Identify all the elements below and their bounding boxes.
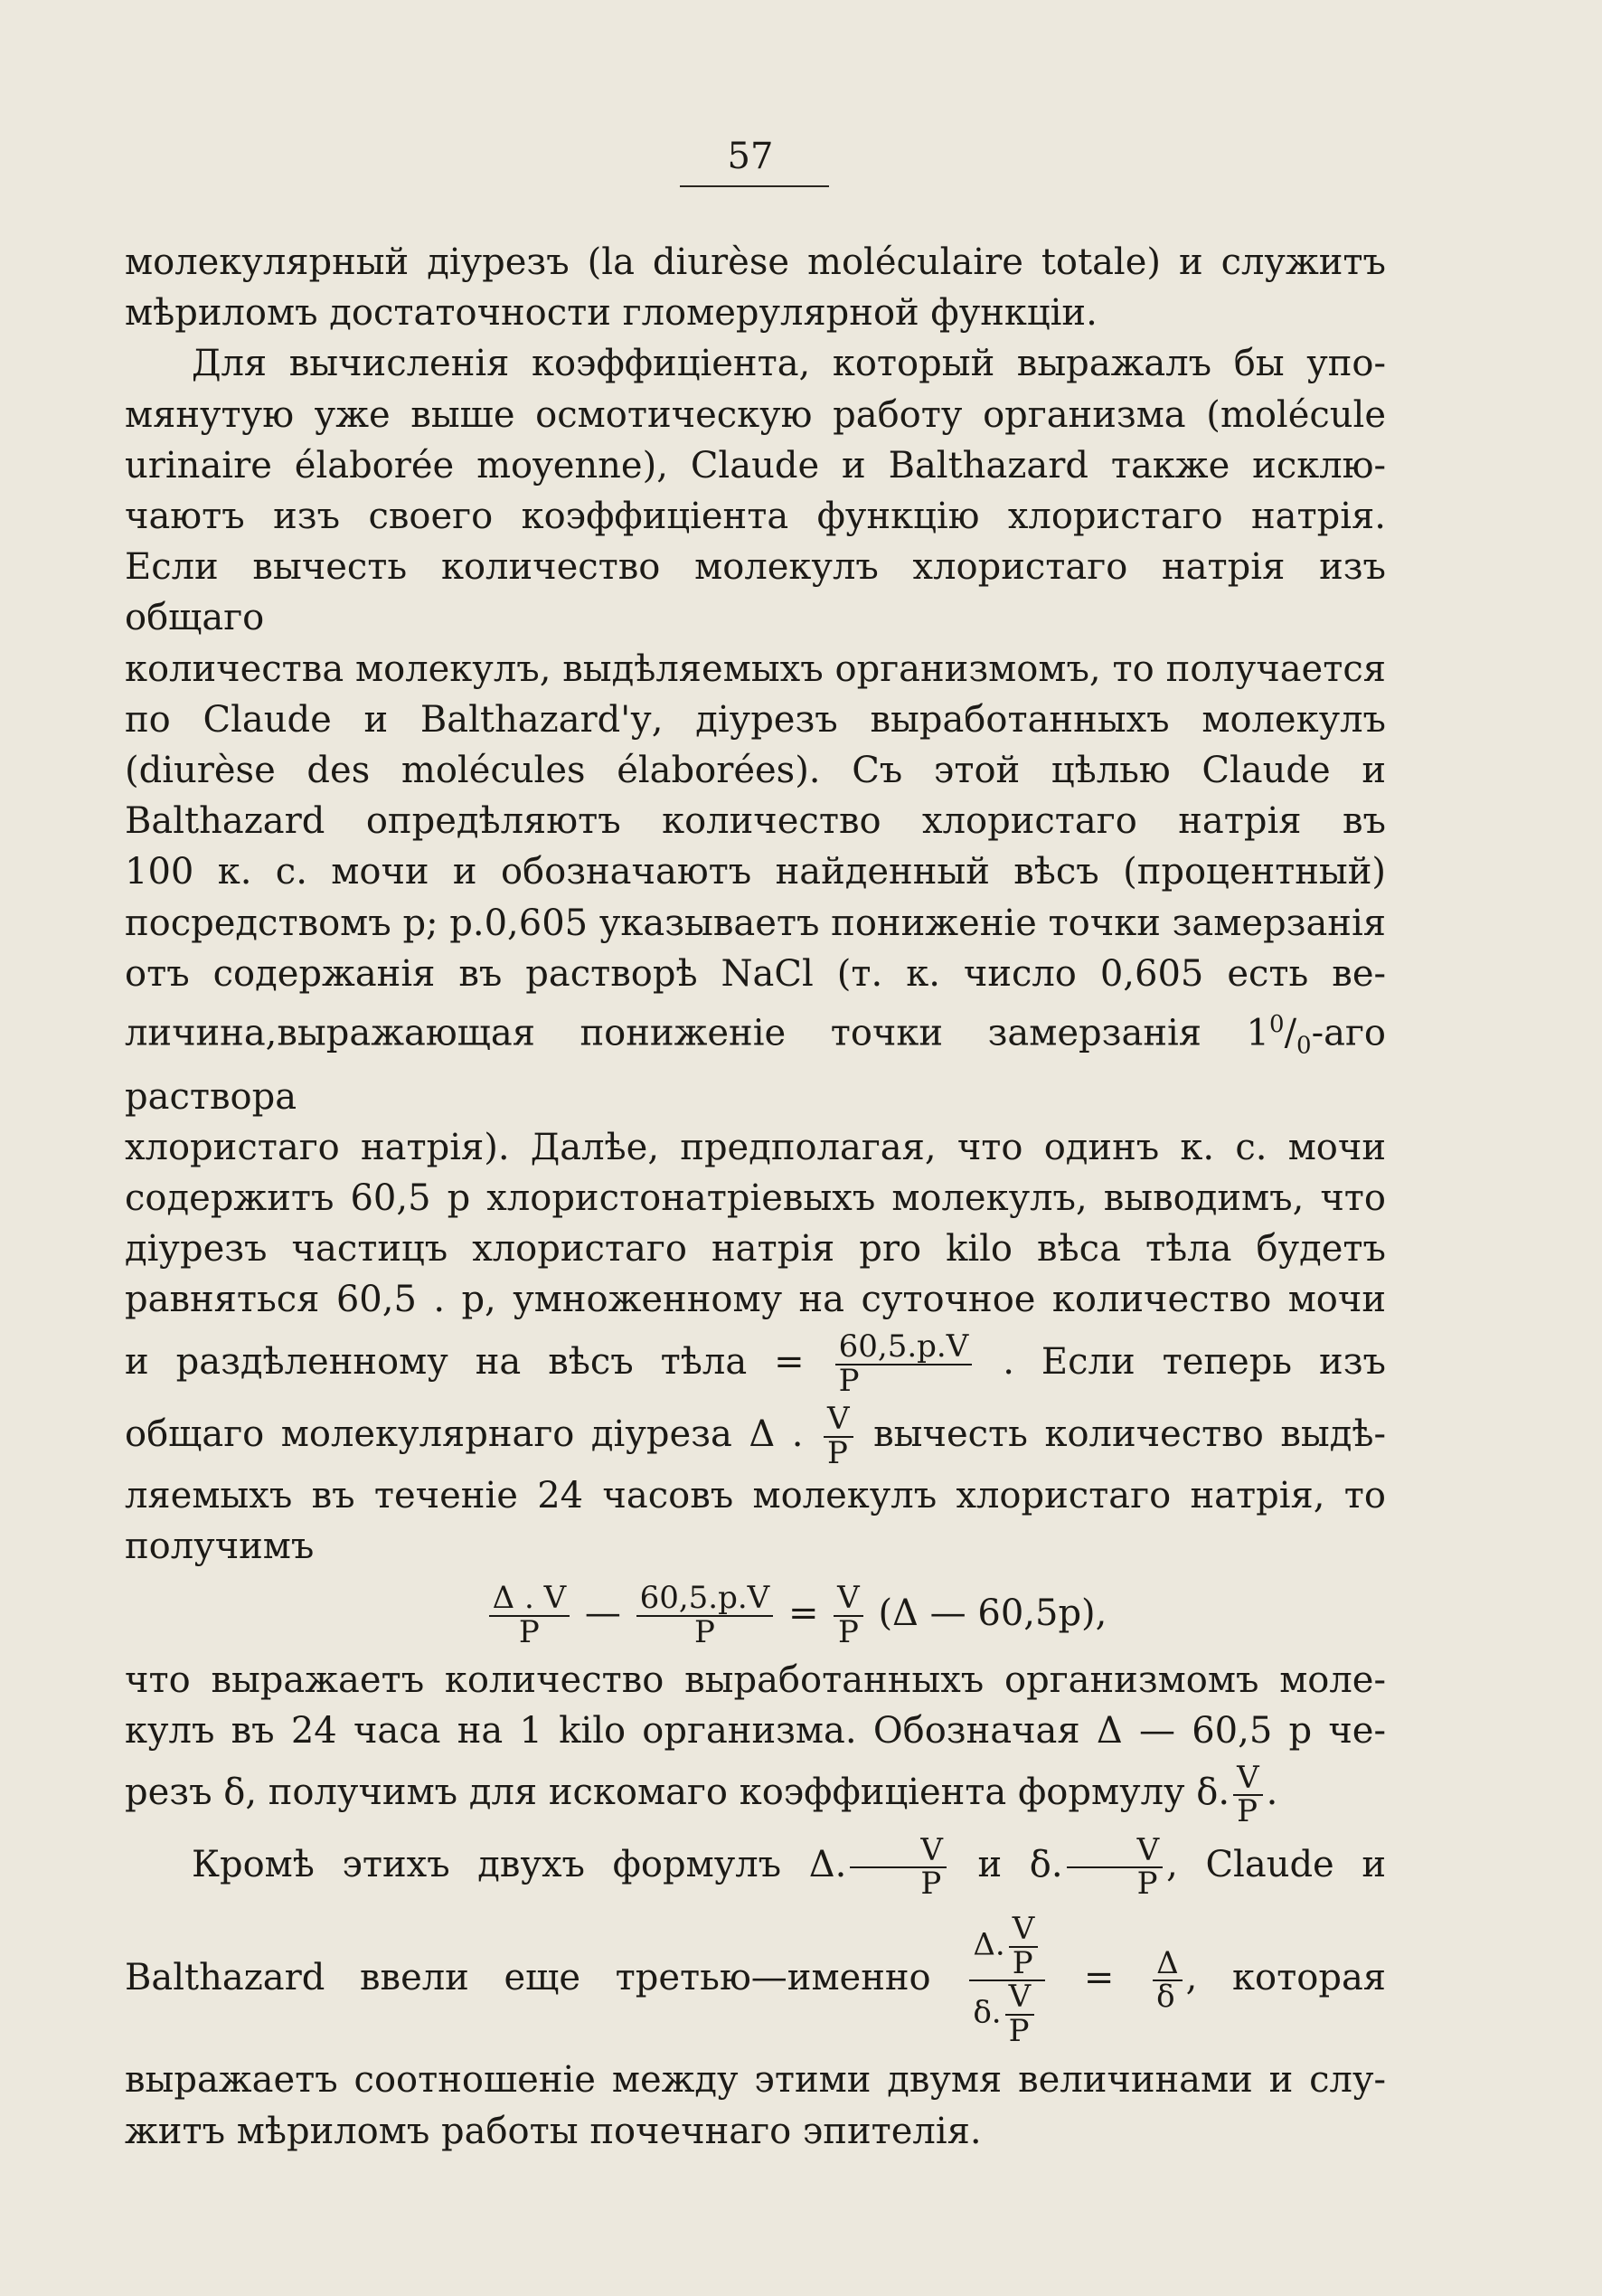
- text-line: діурезъ частицъ хлористаго натрія pro kilo вѣса тѣла будетъ: [125, 1228, 1386, 1271]
- text-line: ляемыхъ въ теченіе 24 часовъ молекулъ хлористаго натрія, то: [125, 1474, 1386, 1516]
- fraction-denominator: P: [1233, 1794, 1263, 1828]
- text-span: вычесть количество выдѣ-: [873, 1413, 1387, 1455]
- equation-tail: (Δ — 60,5p),: [878, 1592, 1107, 1634]
- text-line: мянутую уже выше осмотическую работу организма (molécule: [125, 393, 1386, 436]
- delta-symbol: Δ.: [973, 1926, 1005, 1963]
- text-line: Balthazard опредѣляютъ количество хлористаго натрія въ: [125, 800, 1386, 843]
- equals-sign: =: [787, 1592, 819, 1634]
- fraction-V-over-P: [1233, 1759, 1263, 1830]
- text-span: . Если теперь изъ: [1003, 1340, 1386, 1383]
- text-line: равняться 60,5 . p, умноженному на суточное количество мочи: [125, 1279, 1386, 1321]
- text-line: посредствомъ p; p.0,605 указываетъ пониженіе точки замерзанія: [125, 902, 1386, 944]
- fraction-numerator: 60,5.p.V: [838, 1328, 969, 1365]
- text-line: Для вычисленія коэффиціента, который выражалъ бы упо-: [192, 343, 1386, 385]
- text-span: δ.: [1029, 1844, 1063, 1886]
- compound-fraction: [969, 1913, 1045, 2048]
- fraction-denominator: P: [834, 1615, 863, 1649]
- body-text: [125, 237, 1386, 2157]
- text-line: (diurèse des molécules élaborées). Съ этой цѣлью Claude и: [125, 750, 1386, 792]
- slash: /: [1284, 1012, 1297, 1054]
- fraction-denominator: P: [824, 1436, 853, 1470]
- text-line: отъ содержанія въ растворѣ NaCl (т. к. число 0,605 есть ве-: [125, 952, 1386, 995]
- text-line: мѣриломъ достаточности гломерулярной функціи.: [125, 292, 1098, 335]
- text-line: Если вычесть количество молекулъ хлористаго натрія изъ общаго: [125, 546, 1386, 639]
- text-line: что выражаетъ количество выработанныхъ организмомъ моле-: [125, 1659, 1386, 1701]
- fraction-V-over-P: [1005, 1979, 1035, 2050]
- equals-sign: =: [1083, 1957, 1115, 1999]
- fraction-numerator: [969, 1913, 1045, 1979]
- text-span: -аго раствора: [125, 1012, 1386, 1118]
- small-delta-symbol: δ.: [973, 1995, 1002, 2032]
- fraction-denominator: P: [1005, 2014, 1035, 2048]
- text-line: количества молекулъ, выдѣляемыхъ организмомъ, то получается: [125, 647, 1386, 690]
- fraction-dV-over-P: [489, 1580, 570, 1650]
- fraction-denominator: P: [850, 1866, 947, 1901]
- fraction-numerator: V: [1136, 1831, 1160, 1868]
- fraction-numerator: Δ . V: [492, 1580, 567, 1617]
- fraction-numerator: V: [1008, 1979, 1032, 2016]
- text-line: получимъ: [125, 1525, 315, 1567]
- fraction-605pV-over-P: [636, 1580, 774, 1650]
- text-span: и раздѣленному на вѣсъ тѣла =: [125, 1340, 805, 1383]
- text-span: и: [977, 1844, 1003, 1886]
- text-line: хлористаго натрія). Далѣе, предполагая, что одинъ к. с. мочи: [125, 1126, 1386, 1168]
- fraction-V-over-P: [824, 1400, 853, 1471]
- text-span: общаго молекулярнаго діуреза Δ .: [125, 1413, 804, 1455]
- text-line: житъ мѣриломъ работы почечнаго эпителія.: [125, 2110, 982, 2152]
- text-span: , которая: [1185, 1957, 1387, 1999]
- text-span: Кромѣ этихъ двухъ формулъ Δ.: [192, 1844, 847, 1886]
- fraction-delta-over-small-delta: [1153, 1944, 1183, 2016]
- fraction-denominator: [969, 1979, 1045, 2050]
- fraction-V-over-P: [850, 1831, 947, 1903]
- subscript: 0: [1296, 1032, 1312, 1060]
- fraction-numerator: V: [1237, 1759, 1259, 1796]
- fraction-V-over-P: [834, 1580, 863, 1650]
- fraction-denominator: δ: [1153, 1979, 1183, 2014]
- fraction-numerator: V: [827, 1400, 850, 1437]
- fraction-numerator: V: [1012, 1911, 1035, 1948]
- fraction-denominator: P: [489, 1615, 570, 1649]
- text-line: [125, 1828, 1386, 1901]
- text-line: выражаетъ соотношеніе между этими двумя величинами и слу-: [125, 2059, 1386, 2102]
- text-line: [125, 1326, 1386, 1398]
- fraction-V-over-P: [1009, 1913, 1039, 1979]
- fraction-numerator: V: [837, 1580, 860, 1617]
- text-line: urinaire élaborée moyenne), Claude и Balthazard также исклю-: [125, 444, 1386, 487]
- text-span: Balthazard ввели еще третью—именно: [125, 1957, 931, 1999]
- text-line: [125, 1398, 1386, 1470]
- text-line: резъ δ, получимъ для искомаго коэффиціента формулу δ. $\frac{V}{P}$ .: [125, 1759, 1278, 1830]
- page-number: 57: [727, 136, 774, 177]
- minus-sign: —: [584, 1592, 621, 1634]
- fraction-denominator: P: [1009, 1946, 1039, 1980]
- fraction-numerator: Δ: [1156, 1944, 1179, 1981]
- text-line: 100 к. с. мочи и обозначаютъ найденный вѣсъ (процентный): [125, 851, 1386, 893]
- text-line: молекулярный діурезъ (la diurèse moléculaire totale) и служитъ: [125, 241, 1386, 283]
- fraction-V-over-P: [1067, 1831, 1164, 1903]
- text-line: содержитъ 60,5 p хлористонатріевыхъ молекулъ, выводимъ, что: [125, 1176, 1386, 1219]
- text-line: чаютъ изъ своего коэффиціента функцію хлористаго натрія.: [125, 496, 1386, 538]
- superscript: 0: [1269, 1011, 1285, 1039]
- fraction-numerator: 60,5.p.V: [639, 1580, 770, 1617]
- text-line: [125, 1901, 1386, 2055]
- text-line: [125, 999, 1386, 1122]
- fraction-denominator: P: [636, 1615, 774, 1649]
- equation: [125, 1577, 1386, 1649]
- text-line: кулъ въ 24 часа на 1 kilo организма. Обозначая Δ — 60,5 p че-: [125, 1710, 1386, 1753]
- fraction-denominator: P: [1067, 1866, 1164, 1901]
- text-line: по Claude и Balthazard'у, діурезъ выработанныхъ молекулъ: [125, 698, 1386, 741]
- fraction-numerator: V: [920, 1831, 943, 1868]
- page-number-rule: [680, 185, 829, 187]
- text-span: резъ δ, получимъ для искомаго коэффиціента формулу δ.: [125, 1772, 1230, 1814]
- fraction-605pV-over-P: [835, 1328, 973, 1399]
- text-span: , Claude и: [1166, 1844, 1386, 1886]
- fraction-denominator: P: [835, 1364, 973, 1398]
- text-span: личина,выражающая пониженіе точки замерзанія 1: [125, 1012, 1270, 1054]
